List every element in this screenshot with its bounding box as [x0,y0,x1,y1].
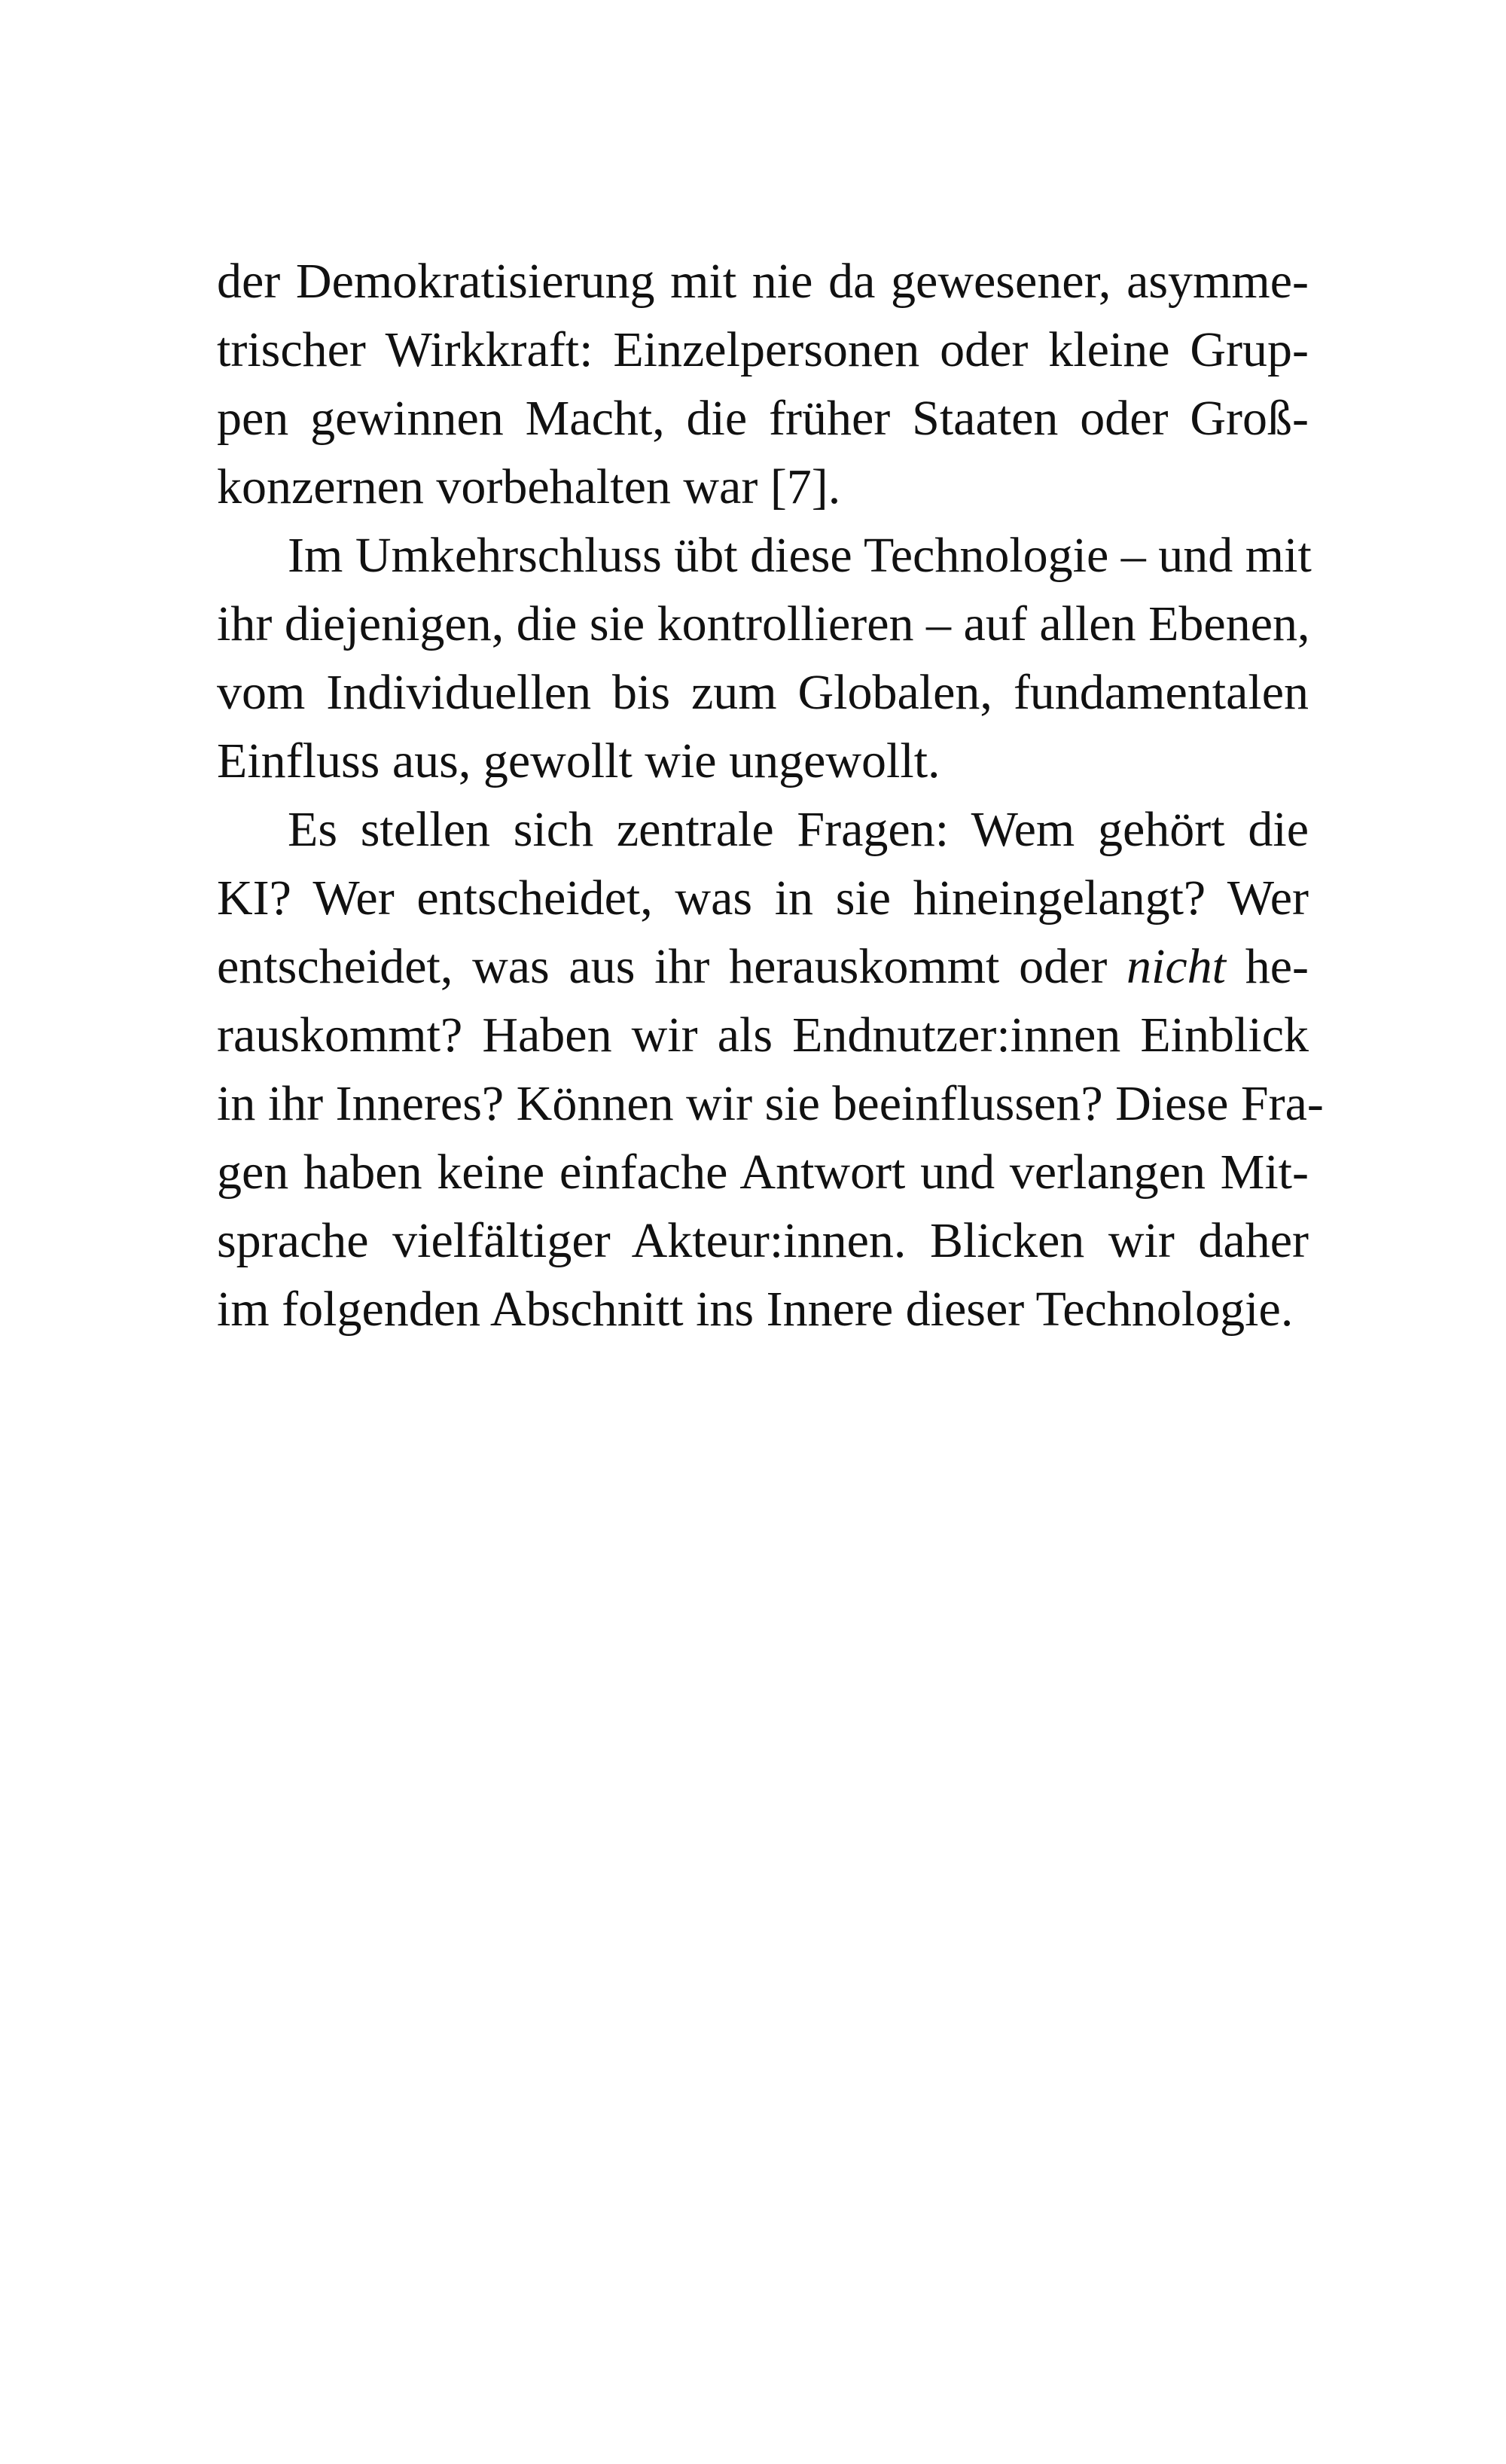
text-line: Es stellen sich zentrale Fragen: Wem gehört die [288,802,1309,857]
emphasis-nicht: nicht [1126,939,1227,994]
text-line: ihr diejenigen, die sie kontrollieren – auf allen Ebenen, [217,596,1310,651]
text-line: konzernen vorbehalten war [7]. [217,459,841,514]
body-text [217,247,1324,1343]
text-line: KI? Wer entscheidet, was in sie hineingelangt? Wer [217,871,1309,926]
text-line: gen haben keine einfache Antwort und verlangen Mit- [217,1145,1309,1200]
text-line: pen gewinnen Macht, die früher Staaten oder Groß- [217,391,1309,446]
text-line: in ihr Inneres? Können wir sie beeinflussen? Diese Fra- [217,1076,1324,1131]
text-line: Im Umkehrschluss übt diese Technologie – und mit [288,528,1312,583]
text-line: trischer Wirkkraft: Einzelpersonen oder kleine Grup- [217,322,1309,377]
text-line: der Demokratisierung mit nie da gewesener, asymme- [217,254,1309,309]
text-line: Einfluss aus, gewollt wie ungewollt. [217,733,940,788]
text-line: rauskommt? Haben wir als Endnutzer:innen Einblick [217,1008,1309,1063]
text-line [217,932,1309,1001]
paragraph-3 [217,795,1324,1343]
text-line: vom Individuellen bis zum Globalen, fundamentalen [217,665,1309,720]
text-segment: entscheidet, was aus ihr herauskommt oder [217,939,1127,994]
text-line: im folgenden Abschnitt ins Innere dieser Technologie. [217,1282,1294,1337]
paragraph-1 [217,247,1309,521]
text-line: sprache vielfältiger Akteur:innen. Blicken wir daher [217,1213,1309,1268]
text-segment: he- [1226,939,1309,994]
paragraph-2 [217,521,1312,795]
